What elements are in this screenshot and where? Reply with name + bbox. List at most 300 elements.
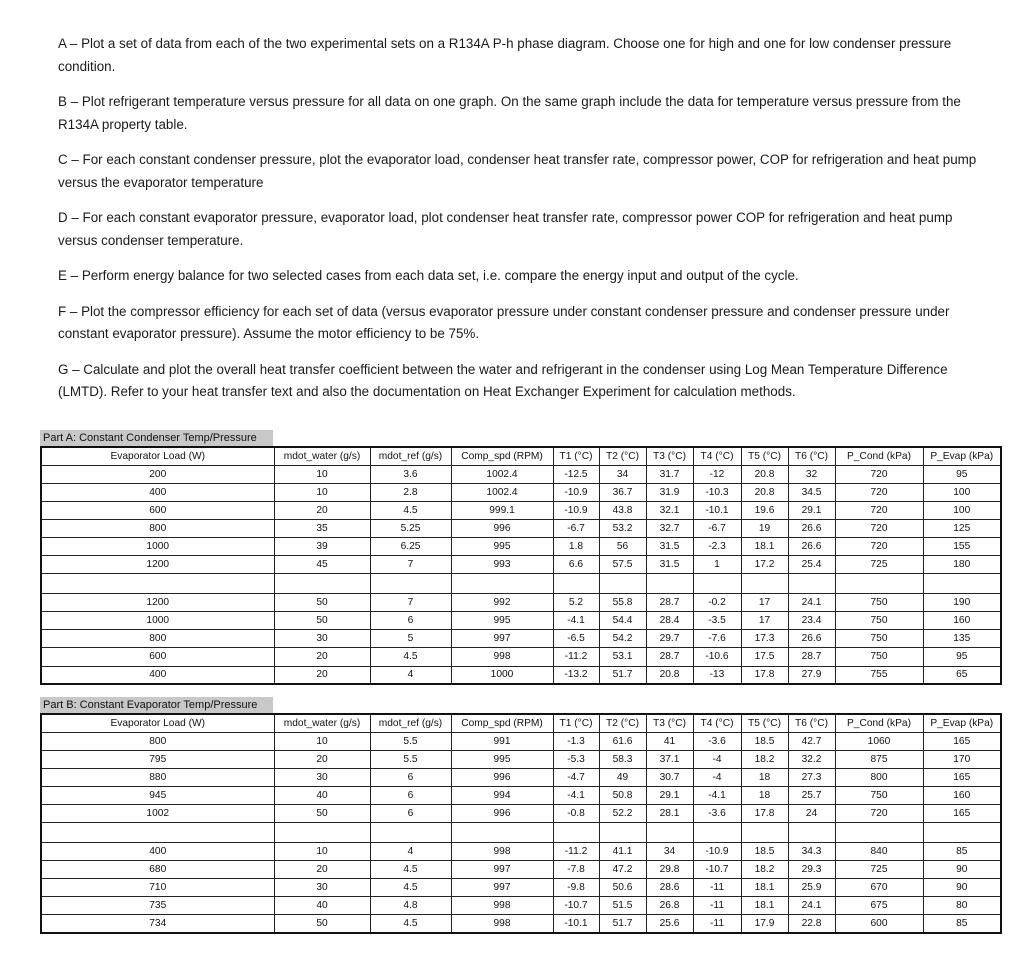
- table-cell: 998: [451, 843, 553, 861]
- table-cell: 28.7: [646, 594, 693, 612]
- table-cell: 875: [835, 750, 923, 768]
- table-cell: 51.7: [599, 915, 646, 933]
- instruction-e: E – Perform energy balance for two selected cases from each data set, i.e. compare the energy input and output of the cycle.: [58, 268, 799, 283]
- table-cell: -13.2: [553, 666, 599, 684]
- table-row: [41, 768, 1001, 786]
- table-cell: -10.9: [553, 483, 599, 501]
- table-row: [41, 804, 1001, 822]
- table-cell: -6.5: [553, 630, 599, 648]
- table-cell: 725: [835, 861, 923, 879]
- table-cell: 28.4: [646, 612, 693, 630]
- table-cell: 56: [599, 537, 646, 555]
- table-cell: 27.3: [788, 768, 835, 786]
- table-cell: 4.5: [370, 501, 451, 519]
- table-cell: -6.7: [693, 519, 741, 537]
- table-cell: 54.4: [599, 612, 646, 630]
- table-cell: 43.8: [599, 501, 646, 519]
- table-cell: 80: [923, 897, 1001, 915]
- column-header: mdot_water (g/s): [274, 447, 370, 465]
- table-cell: 5.25: [370, 519, 451, 537]
- table-cell: 2.8: [370, 483, 451, 501]
- table-cell: 10: [274, 843, 370, 861]
- column-header: T2 (°C): [599, 447, 646, 465]
- table-cell: 800: [41, 732, 274, 750]
- table-cell: 200: [41, 465, 274, 483]
- empty-cell: [451, 574, 553, 594]
- part-b-label: Part B: Constant Evaporator Temp/Pressure: [40, 697, 273, 713]
- table-cell: 997: [451, 879, 553, 897]
- instruction-g: G – Calculate and plot the overall heat transfer coefficient between the water and refrigerant in the condenser using Log Mean Temperature Difference (LMTD). Refer to your heat transfer text and also the documentation on Heat Exchanger Experiment for calculation methods.: [58, 361, 948, 399]
- table-cell: -10.7: [693, 861, 741, 879]
- table-cell: 95: [923, 648, 1001, 666]
- table-cell: 995: [451, 537, 553, 555]
- table-cell: 25.6: [646, 915, 693, 933]
- table-cell: 18.2: [741, 750, 788, 768]
- table-cell: 37.1: [646, 750, 693, 768]
- empty-cell: [741, 574, 788, 594]
- column-header: T2 (°C): [599, 714, 646, 732]
- table-cell: 155: [923, 537, 1001, 555]
- table-cell: -2.3: [693, 537, 741, 555]
- table-cell: 18.5: [741, 732, 788, 750]
- table-cell: 27.9: [788, 666, 835, 684]
- table-cell: -1.3: [553, 732, 599, 750]
- table-cell: 165: [923, 732, 1001, 750]
- part-b-table: [40, 713, 1002, 934]
- table-cell: 31.5: [646, 537, 693, 555]
- instruction-b: B – Plot refrigerant temperature versus pressure for all data on one graph. On the same graph include the data for temperature versus pressure from the R134A property table.: [58, 94, 961, 132]
- table-cell: -4: [693, 750, 741, 768]
- table-cell: -0.8: [553, 804, 599, 822]
- table-cell: 10: [274, 483, 370, 501]
- table-row: [41, 465, 1001, 483]
- table-cell: 800: [835, 768, 923, 786]
- table-cell: 180: [923, 556, 1001, 574]
- column-header: T3 (°C): [646, 447, 693, 465]
- table-cell: -4.1: [693, 786, 741, 804]
- table-cell: 720: [835, 501, 923, 519]
- empty-cell: [370, 574, 451, 594]
- empty-cell: [41, 823, 274, 843]
- part-a-table: [40, 446, 1002, 685]
- empty-cell: [274, 574, 370, 594]
- empty-cell: [553, 823, 599, 843]
- table-cell: -12: [693, 465, 741, 483]
- table-cell: 1200: [41, 594, 274, 612]
- table-cell: 22.8: [788, 915, 835, 933]
- table-cell: 17.5: [741, 648, 788, 666]
- table-cell: 5.5: [370, 732, 451, 750]
- table-cell: 32: [788, 465, 835, 483]
- table-cell: -3.6: [693, 732, 741, 750]
- table-cell: 4.5: [370, 915, 451, 933]
- table-cell: 996: [451, 519, 553, 537]
- table-cell: 6: [370, 768, 451, 786]
- table-cell: 995: [451, 612, 553, 630]
- table-cell: 600: [41, 501, 274, 519]
- table-cell: 1: [693, 556, 741, 574]
- table-cell: 30: [274, 630, 370, 648]
- table-cell: -4: [693, 768, 741, 786]
- table-cell: 998: [451, 915, 553, 933]
- table-cell: 25.9: [788, 879, 835, 897]
- table-cell: 42.7: [788, 732, 835, 750]
- empty-cell: [741, 823, 788, 843]
- column-header: P_Evap (kPa): [923, 714, 1001, 732]
- table-cell: 20: [274, 666, 370, 684]
- table-cell: 18.5: [741, 843, 788, 861]
- table-cell: 31.7: [646, 465, 693, 483]
- table-cell: 17: [741, 594, 788, 612]
- table-cell: 6: [370, 804, 451, 822]
- table-cell: 18.1: [741, 897, 788, 915]
- table-cell: 1002.4: [451, 483, 553, 501]
- table-cell: 50: [274, 915, 370, 933]
- table-cell: 725: [835, 556, 923, 574]
- table-cell: 18.1: [741, 537, 788, 555]
- table-cell: 4.5: [370, 879, 451, 897]
- table-cell: 58.3: [599, 750, 646, 768]
- assignment-instructions: [58, 33, 978, 417]
- table-cell: 29.1: [788, 501, 835, 519]
- table-header-row: [41, 714, 1001, 732]
- table-cell: 750: [835, 786, 923, 804]
- column-header: T1 (°C): [553, 714, 599, 732]
- table-cell: 29.7: [646, 630, 693, 648]
- table-cell: 7: [370, 556, 451, 574]
- empty-cell: [451, 823, 553, 843]
- instruction-d: D – For each constant evaporator pressure, evaporator load, plot condenser heat transfer rate, compressor power COP for refrigeration and heat pump versus condenser temperature.: [58, 210, 953, 248]
- table-cell: 1002: [41, 804, 274, 822]
- table-cell: 720: [835, 465, 923, 483]
- table-cell: 49: [599, 768, 646, 786]
- table-cell: 26.6: [788, 537, 835, 555]
- table-cell: -11: [693, 879, 741, 897]
- table-cell: 19: [741, 519, 788, 537]
- table-cell: 1200: [41, 556, 274, 574]
- column-header: P_Cond (kPa): [835, 447, 923, 465]
- table-cell: 24: [788, 804, 835, 822]
- table-cell: 20: [274, 501, 370, 519]
- column-header: T6 (°C): [788, 714, 835, 732]
- table-cell: 734: [41, 915, 274, 933]
- table-cell: 17.8: [741, 804, 788, 822]
- table-cell: 85: [923, 915, 1001, 933]
- table-row: [41, 630, 1001, 648]
- table-cell: 994: [451, 786, 553, 804]
- table-cell: -0.2: [693, 594, 741, 612]
- table-row: [41, 786, 1001, 804]
- table-cell: 170: [923, 750, 1001, 768]
- table-cell: 999.1: [451, 501, 553, 519]
- table-cell: 17.2: [741, 556, 788, 574]
- instruction-a: A – Plot a set of data from each of the two experimental sets on a R134A P-h phase diagram. Choose one for high and one for low condenser pressure condition.: [58, 36, 952, 74]
- table-cell: 600: [835, 915, 923, 933]
- table-cell: -10.9: [693, 843, 741, 861]
- table-cell: 1000: [41, 612, 274, 630]
- table-row: [41, 843, 1001, 861]
- table-row: [41, 519, 1001, 537]
- table-cell: 51.5: [599, 897, 646, 915]
- table-cell: 34.3: [788, 843, 835, 861]
- table-cell: 26.6: [788, 630, 835, 648]
- table-cell: 720: [835, 804, 923, 822]
- table-cell: 40: [274, 786, 370, 804]
- spacer-row: [41, 574, 1001, 594]
- table-header-row: [41, 447, 1001, 465]
- table-cell: 20.8: [741, 465, 788, 483]
- empty-cell: [788, 574, 835, 594]
- table-cell: 750: [835, 630, 923, 648]
- table-cell: 20: [274, 750, 370, 768]
- table-cell: 160: [923, 786, 1001, 804]
- table-row: [41, 915, 1001, 933]
- table-cell: 10: [274, 465, 370, 483]
- table-cell: 1000: [451, 666, 553, 684]
- empty-cell: [41, 574, 274, 594]
- table-cell: 3.6: [370, 465, 451, 483]
- table-cell: 840: [835, 843, 923, 861]
- table-cell: -10.9: [553, 501, 599, 519]
- table-row: [41, 732, 1001, 750]
- column-header: mdot_water (g/s): [274, 714, 370, 732]
- table-cell: 25.7: [788, 786, 835, 804]
- table-cell: 34: [599, 465, 646, 483]
- table-cell: 54.2: [599, 630, 646, 648]
- table-cell: 57.5: [599, 556, 646, 574]
- table-cell: 880: [41, 768, 274, 786]
- table-cell: 4: [370, 843, 451, 861]
- table-cell: 35: [274, 519, 370, 537]
- table-cell: 24.1: [788, 897, 835, 915]
- table-cell: 18: [741, 768, 788, 786]
- table-cell: 995: [451, 750, 553, 768]
- table-cell: 720: [835, 537, 923, 555]
- table-cell: 20: [274, 861, 370, 879]
- table-cell: 600: [41, 648, 274, 666]
- table-cell: 53.1: [599, 648, 646, 666]
- table-cell: 125: [923, 519, 1001, 537]
- table-cell: -10.7: [553, 897, 599, 915]
- table-cell: 6.6: [553, 556, 599, 574]
- table-cell: 135: [923, 630, 1001, 648]
- table-cell: 993: [451, 556, 553, 574]
- empty-cell: [835, 823, 923, 843]
- table-cell: 20.8: [741, 483, 788, 501]
- table-cell: -6.7: [553, 519, 599, 537]
- empty-cell: [693, 574, 741, 594]
- table-cell: 23.4: [788, 612, 835, 630]
- table-cell: 720: [835, 519, 923, 537]
- table-cell: 4.8: [370, 897, 451, 915]
- empty-cell: [274, 823, 370, 843]
- empty-cell: [553, 574, 599, 594]
- table-cell: -10.1: [553, 915, 599, 933]
- table-cell: 53.2: [599, 519, 646, 537]
- table-cell: 50: [274, 612, 370, 630]
- table-cell: 735: [41, 897, 274, 915]
- table-cell: 55.8: [599, 594, 646, 612]
- table-cell: 400: [41, 666, 274, 684]
- table-cell: 7: [370, 594, 451, 612]
- table-cell: -11.2: [553, 648, 599, 666]
- table-cell: -4.1: [553, 612, 599, 630]
- table-cell: 997: [451, 861, 553, 879]
- table-cell: 29.1: [646, 786, 693, 804]
- table-cell: 6.25: [370, 537, 451, 555]
- table-cell: 85: [923, 843, 1001, 861]
- table-cell: 6: [370, 612, 451, 630]
- table-cell: 36.7: [599, 483, 646, 501]
- table-cell: -9.8: [553, 879, 599, 897]
- table-cell: 750: [835, 612, 923, 630]
- column-header: T4 (°C): [693, 714, 741, 732]
- table-cell: 90: [923, 861, 1001, 879]
- table-cell: 800: [41, 630, 274, 648]
- table-cell: 10: [274, 732, 370, 750]
- table-cell: 165: [923, 804, 1001, 822]
- table-cell: 32.7: [646, 519, 693, 537]
- empty-cell: [646, 823, 693, 843]
- table-cell: 6: [370, 786, 451, 804]
- table-cell: 30: [274, 768, 370, 786]
- table-cell: 17.9: [741, 915, 788, 933]
- table-cell: 26.6: [788, 519, 835, 537]
- table-cell: -11.2: [553, 843, 599, 861]
- table-cell: 795: [41, 750, 274, 768]
- table-cell: 720: [835, 483, 923, 501]
- instruction-f: F – Plot the compressor efficiency for each set of data (versus evaporator pressure under constant condenser pressure and condenser pressure under constant evaporator pressure). Assume the motor efficiency to be 75%.: [58, 303, 950, 341]
- table-row: [41, 501, 1001, 519]
- table-cell: 39: [274, 537, 370, 555]
- table-cell: 1060: [835, 732, 923, 750]
- table-cell: 31.9: [646, 483, 693, 501]
- table-cell: 800: [41, 519, 274, 537]
- table-cell: 32.1: [646, 501, 693, 519]
- table-cell: 4.5: [370, 648, 451, 666]
- empty-cell: [835, 574, 923, 594]
- table-cell: 18.1: [741, 879, 788, 897]
- table-cell: 18: [741, 786, 788, 804]
- table-cell: 750: [835, 648, 923, 666]
- table-cell: 996: [451, 768, 553, 786]
- empty-cell: [923, 823, 1001, 843]
- column-header: Evaporator Load (W): [41, 447, 274, 465]
- empty-cell: [599, 574, 646, 594]
- table-row: [41, 666, 1001, 684]
- table-cell: -4.1: [553, 786, 599, 804]
- table-cell: 100: [923, 501, 1001, 519]
- table-cell: 4: [370, 666, 451, 684]
- table-cell: 996: [451, 804, 553, 822]
- table-cell: 45: [274, 556, 370, 574]
- table-cell: 40: [274, 897, 370, 915]
- table-row: [41, 612, 1001, 630]
- table-cell: 65: [923, 666, 1001, 684]
- table-cell: 28.6: [646, 879, 693, 897]
- table-row: [41, 750, 1001, 768]
- table-cell: -10.3: [693, 483, 741, 501]
- table-cell: -10.6: [693, 648, 741, 666]
- empty-cell: [923, 574, 1001, 594]
- column-header: P_Evap (kPa): [923, 447, 1001, 465]
- table-cell: -10.1: [693, 501, 741, 519]
- table-cell: 28.7: [646, 648, 693, 666]
- table-cell: -7.8: [553, 861, 599, 879]
- table-row: [41, 648, 1001, 666]
- table-cell: 1002.4: [451, 465, 553, 483]
- table-cell: 190: [923, 594, 1001, 612]
- instruction-c: C – For each constant condenser pressure, plot the evaporator load, condenser heat transfer rate, compressor power, COP for refrigeration and heat pump versus the evaporator temperature: [58, 152, 977, 190]
- table-cell: 24.1: [788, 594, 835, 612]
- table-cell: -5.3: [553, 750, 599, 768]
- table-cell: 5.5: [370, 750, 451, 768]
- table-cell: 100: [923, 483, 1001, 501]
- empty-cell: [646, 574, 693, 594]
- table-cell: 95: [923, 465, 1001, 483]
- table-cell: 51.7: [599, 666, 646, 684]
- table-cell: 680: [41, 861, 274, 879]
- table-cell: 17.3: [741, 630, 788, 648]
- table-cell: -3.6: [693, 804, 741, 822]
- table-cell: 29.8: [646, 861, 693, 879]
- table-cell: 50.8: [599, 786, 646, 804]
- table-cell: 20.8: [646, 666, 693, 684]
- table-cell: 945: [41, 786, 274, 804]
- table-cell: 32.2: [788, 750, 835, 768]
- empty-cell: [693, 823, 741, 843]
- table-row: [41, 483, 1001, 501]
- table-cell: -11: [693, 915, 741, 933]
- table-cell: 41.1: [599, 843, 646, 861]
- table-cell: 5: [370, 630, 451, 648]
- table-cell: 17.8: [741, 666, 788, 684]
- part-a-label: Part A: Constant Condenser Temp/Pressure: [40, 430, 273, 446]
- table-cell: -12.5: [553, 465, 599, 483]
- table-cell: 400: [41, 843, 274, 861]
- table-cell: 29.3: [788, 861, 835, 879]
- spacer-row: [41, 823, 1001, 843]
- column-header: mdot_ref (g/s): [370, 447, 451, 465]
- table-cell: 26.8: [646, 897, 693, 915]
- table-row: [41, 594, 1001, 612]
- column-header: Evaporator Load (W): [41, 714, 274, 732]
- table-cell: -3.5: [693, 612, 741, 630]
- table-row: [41, 861, 1001, 879]
- table-cell: -7.6: [693, 630, 741, 648]
- table-cell: 675: [835, 897, 923, 915]
- table-cell: 18.2: [741, 861, 788, 879]
- table-cell: 750: [835, 594, 923, 612]
- column-header: T5 (°C): [741, 714, 788, 732]
- table-cell: 30: [274, 879, 370, 897]
- table-cell: 50: [274, 594, 370, 612]
- table-cell: 50: [274, 804, 370, 822]
- table-cell: 1000: [41, 537, 274, 555]
- table-cell: 160: [923, 612, 1001, 630]
- table-row: [41, 556, 1001, 574]
- table-cell: 28.7: [788, 648, 835, 666]
- empty-cell: [370, 823, 451, 843]
- column-header: T3 (°C): [646, 714, 693, 732]
- table-row: [41, 879, 1001, 897]
- table-cell: 34: [646, 843, 693, 861]
- table-row: [41, 537, 1001, 555]
- table-cell: 20: [274, 648, 370, 666]
- table-cell: -4.7: [553, 768, 599, 786]
- column-header: P_Cond (kPa): [835, 714, 923, 732]
- column-header: mdot_ref (g/s): [370, 714, 451, 732]
